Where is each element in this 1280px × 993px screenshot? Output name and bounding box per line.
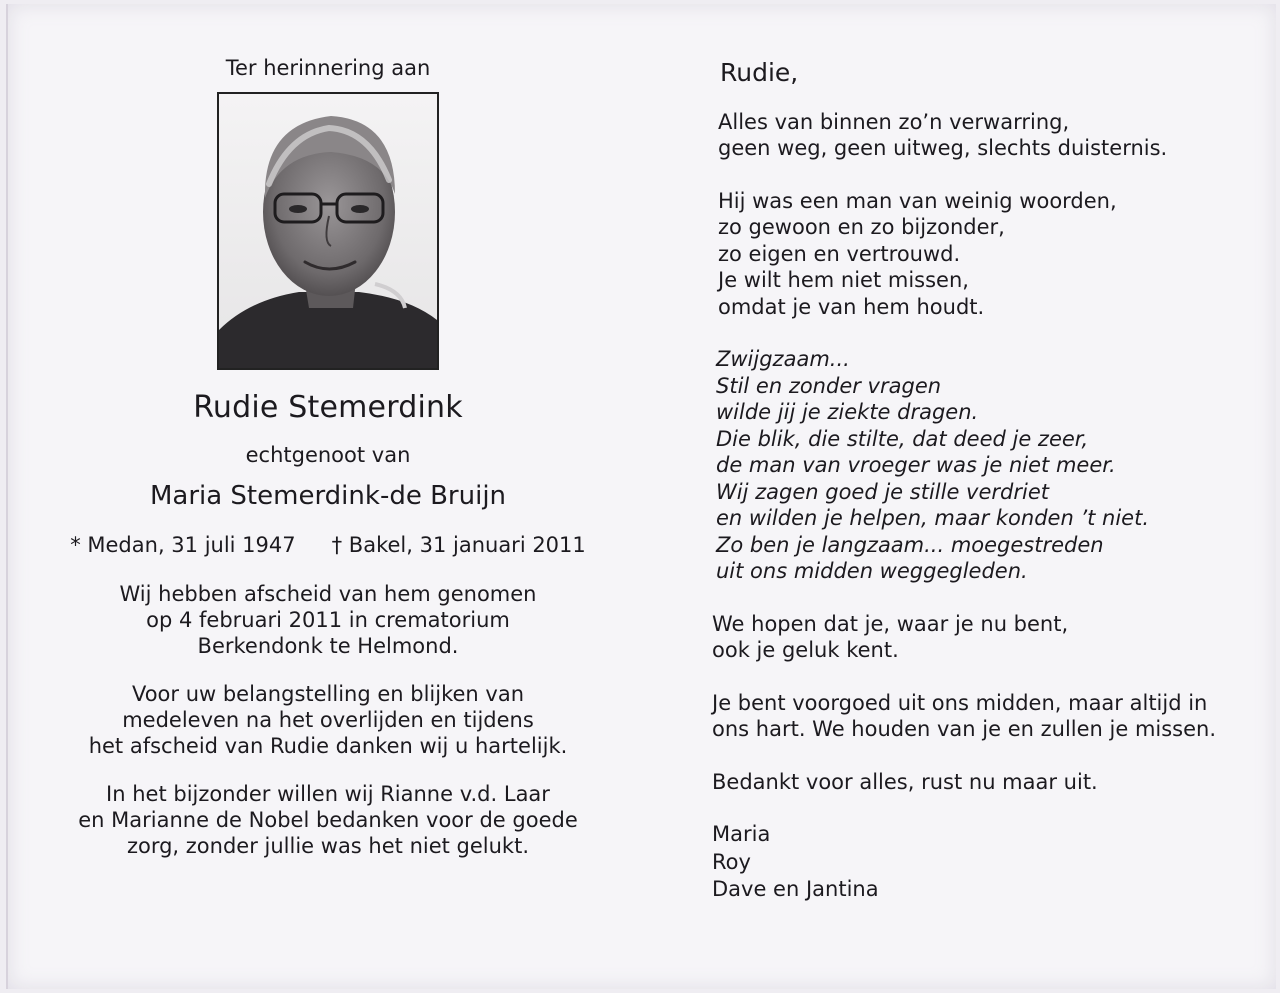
right-panel xyxy=(710,60,1250,930)
text-line: op 4 februari 2011 in crematorium xyxy=(146,608,510,632)
poem-line: uit ons midden weggegleden. xyxy=(716,559,1028,583)
text-line: Berkendonk te Helmond. xyxy=(197,634,459,658)
poem-stanza xyxy=(712,690,1250,743)
poem-line: ook je geluk kent. xyxy=(712,638,899,662)
intro-text: Ter herinnering aan xyxy=(225,56,431,80)
poem-line: We hopen dat je, waar je nu bent, xyxy=(712,611,1069,636)
birth-date: * Medan, 31 juli 1947 xyxy=(70,533,296,557)
poem-line: Alles van binnen zo’n verwarring, xyxy=(718,109,1070,134)
spouse-name: Maria Stemerdink-de Bruijn xyxy=(149,481,507,511)
signature-name: Roy xyxy=(712,849,751,874)
poem-line: Wij zagen goed je stille verdriet xyxy=(716,479,1049,504)
farewell-paragraph xyxy=(48,581,608,659)
poem-greeting: Rudie, xyxy=(720,58,799,87)
text-line: en Marianne de Nobel bedanken voor de goede xyxy=(78,808,578,832)
text-line: het afscheid van Rudie danken wij u hartelijk. xyxy=(88,734,568,758)
poem-line: Die blik, die stilte, dat deed je zeer, xyxy=(716,426,1089,451)
special-thanks-paragraph xyxy=(48,781,608,859)
poem-stanza xyxy=(718,109,1250,162)
life-dates xyxy=(48,533,608,557)
death-date: † Bakel, 31 januari 2011 xyxy=(331,533,586,557)
poem-line: Zo ben je langzaam... moegestreden xyxy=(716,532,1104,557)
poem-stanza xyxy=(712,611,1250,664)
signature-name: Dave en Jantina xyxy=(712,877,879,901)
poem-stanza-italic xyxy=(716,346,1250,585)
poem-stanza xyxy=(718,188,1250,321)
poem-line: ons hart. We houden van je en zullen je missen. xyxy=(712,717,1217,741)
poem-line: Zwijgzaam... xyxy=(716,347,850,371)
spouse-label: echtgenoot van xyxy=(245,443,411,467)
signatures xyxy=(712,821,1250,904)
poem-line: Bedankt voor alles, rust nu maar uit. xyxy=(712,769,1098,794)
poem-line: omdat je van hem houdt. xyxy=(718,294,985,319)
poem-line: zo eigen en vertrouwd. xyxy=(718,241,961,266)
poem-line: Hij was een man van weinig woorden, xyxy=(718,188,1117,213)
portrait-photo xyxy=(217,92,439,370)
text-line: zorg, zonder jullie was het niet gelukt. xyxy=(126,834,530,858)
poem-line: Je bent voorgoed uit ons midden, maar altijd in xyxy=(712,690,1208,715)
poem-stanza xyxy=(712,769,1250,796)
text-line: In het bijzonder willen wij Rianne v.d. Laar xyxy=(106,782,550,806)
left-panel xyxy=(48,56,608,859)
poem-line: Je wilt hem niet missen, xyxy=(718,268,969,292)
poem-line: zo gewoon en zo bijzonder, xyxy=(718,215,1005,239)
text-line: Voor uw belangstelling en blijken van xyxy=(131,682,525,706)
signature-name: Maria xyxy=(712,822,771,846)
deceased-name: Rudie Stemerdink xyxy=(193,390,463,425)
poem-line: de man van vroeger was je niet meer. xyxy=(716,453,1116,477)
poem-line: wilde jij je ziekte dragen. xyxy=(716,400,979,424)
poem-line: geen weg, geen uitweg, slechts duisternis. xyxy=(718,136,1168,160)
thanks-paragraph xyxy=(48,681,608,759)
text-line: Wij hebben afscheid van hem genomen xyxy=(119,582,537,606)
text-line: medeleven na het overlijden en tijdens xyxy=(122,708,534,732)
poem-line: en wilden je helpen, maar konden ’t niet. xyxy=(716,506,1150,530)
poem-line: Stil en zonder vragen xyxy=(716,373,942,398)
memorial-card xyxy=(6,4,1276,989)
